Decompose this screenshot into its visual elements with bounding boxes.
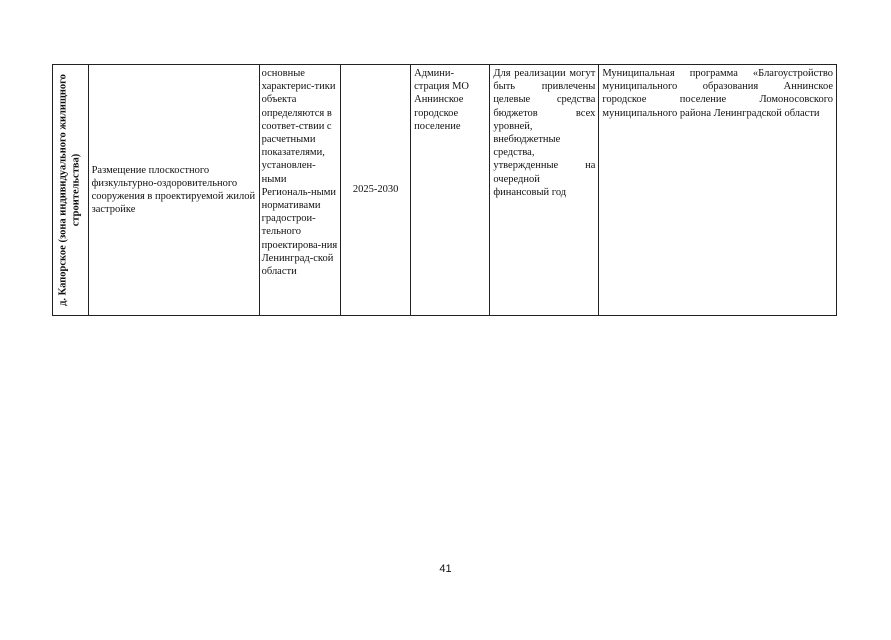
page-number: 41 — [439, 563, 452, 575]
table-row — [53, 65, 837, 316]
period-cell — [341, 65, 411, 316]
specification-cell — [259, 65, 340, 316]
program-cell — [599, 65, 837, 316]
period-text: 2025-2030 — [352, 184, 399, 196]
description-cell — [88, 65, 259, 316]
location-text: д. Капорское (зона индивидуального жилищного строительства) — [57, 74, 82, 306]
executor-text: Админи-страция МО Аннинское городское поселение — [414, 68, 470, 132]
location-cell — [53, 65, 89, 316]
executor-cell — [411, 65, 490, 316]
specification-text: основные характерис-тики объекта определяются в соответ-ствии с расчетными показателями, установлен-ными Региональ-ными нормативами градострои-тельного проектирова-ния Ленинград-ской области — [261, 68, 338, 278]
document-table — [52, 64, 837, 316]
financing-text: Для реализации могут быть привлечены целевые средства бюджетов всех уровней, внебюджетные средства, утвержденные на очередной финансовый год — [493, 68, 596, 198]
program-text: Муниципальная программа «Благоустройство муниципального образования Аннинское городское поселение Ломоносовского муниципального района Ленинградской области — [602, 68, 833, 119]
description-text: Размещение плоскостного физкультурно-оздоровительного сооружения в проектируемой жилой застройке — [91, 164, 256, 216]
financing-cell — [490, 65, 599, 316]
